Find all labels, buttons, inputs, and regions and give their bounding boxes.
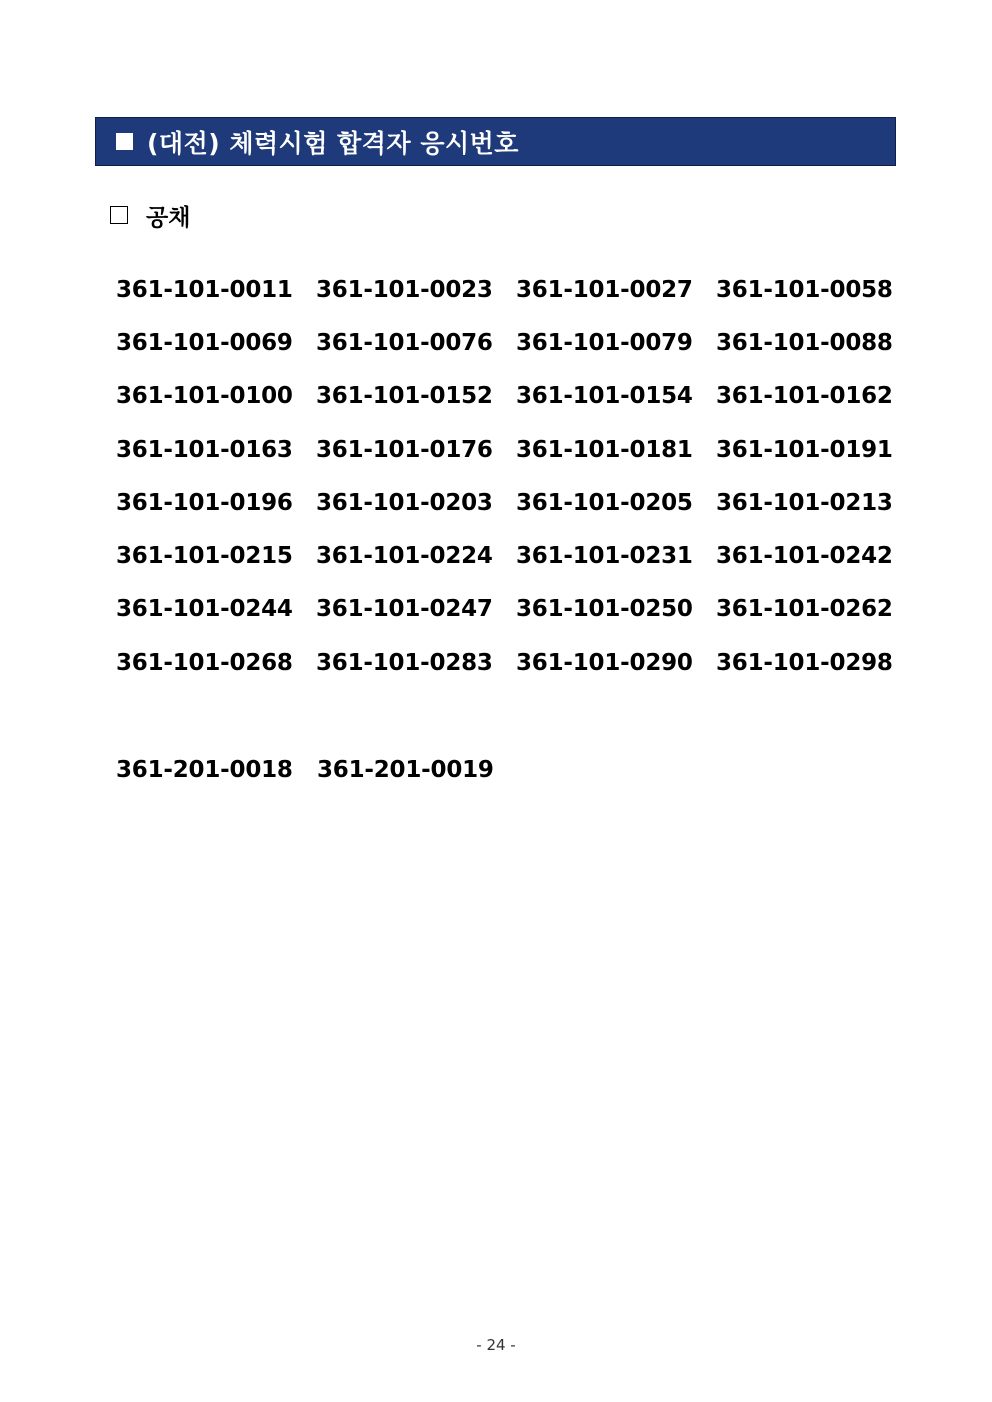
applicant-number: 361-101-0231 bbox=[516, 543, 693, 570]
applicant-number: 361-101-0244 bbox=[116, 596, 293, 623]
applicant-number: 361-101-0027 bbox=[516, 276, 693, 303]
applicant-number: 361-101-0268 bbox=[116, 649, 293, 676]
applicant-number: 361-101-0191 bbox=[716, 436, 893, 463]
number-row bbox=[116, 370, 916, 423]
empty-square-icon bbox=[110, 206, 128, 224]
applicant-number: 361-101-0247 bbox=[316, 596, 493, 623]
applicant-number: 361-101-0242 bbox=[716, 543, 893, 570]
applicant-number: 361-101-0088 bbox=[716, 329, 893, 356]
section-label: 공채 bbox=[146, 204, 191, 231]
page-title: (대전) 체력시험 합격자 응시번호 bbox=[147, 128, 519, 158]
applicant-number: 361-101-0213 bbox=[716, 489, 893, 516]
filled-square-icon bbox=[116, 133, 133, 150]
number-row bbox=[116, 743, 916, 796]
number-row bbox=[116, 423, 916, 476]
number-row bbox=[116, 263, 916, 316]
applicant-number: 361-101-0196 bbox=[116, 489, 293, 516]
applicant-number: 361-101-0224 bbox=[316, 543, 493, 570]
number-row bbox=[116, 583, 916, 636]
applicant-number: 361-101-0162 bbox=[716, 383, 893, 410]
applicant-number: 361-101-0215 bbox=[116, 543, 293, 570]
applicant-number: 361-101-0205 bbox=[516, 489, 693, 516]
applicant-number: 361-201-0018 bbox=[116, 756, 293, 783]
applicant-number: 361-101-0076 bbox=[316, 329, 493, 356]
applicant-number: 361-101-0181 bbox=[516, 436, 693, 463]
applicant-number: 361-101-0203 bbox=[316, 489, 493, 516]
section-heading bbox=[110, 199, 190, 231]
number-row bbox=[116, 636, 916, 689]
applicant-number: 361-101-0298 bbox=[716, 649, 893, 676]
applicant-number-grid bbox=[116, 263, 916, 689]
applicant-number: 361-201-0019 bbox=[317, 756, 494, 783]
number-row bbox=[116, 529, 916, 582]
applicant-number: 361-101-0250 bbox=[516, 596, 693, 623]
section-title-bar bbox=[95, 117, 896, 166]
number-row bbox=[116, 476, 916, 529]
applicant-number: 361-101-0079 bbox=[516, 329, 693, 356]
applicant-number: 361-101-0023 bbox=[316, 276, 493, 303]
applicant-number: 361-101-0176 bbox=[316, 436, 493, 463]
applicant-number-grid-2 bbox=[116, 743, 916, 796]
applicant-number: 361-101-0152 bbox=[316, 383, 493, 410]
applicant-number: 361-101-0058 bbox=[716, 276, 893, 303]
applicant-number: 361-101-0262 bbox=[716, 596, 893, 623]
page-number: - 24 - bbox=[476, 1336, 516, 1354]
number-row bbox=[116, 316, 916, 369]
applicant-number: 361-101-0069 bbox=[116, 329, 293, 356]
applicant-number: 361-101-0290 bbox=[516, 649, 693, 676]
applicant-number: 361-101-0154 bbox=[516, 383, 693, 410]
applicant-number: 361-101-0163 bbox=[116, 436, 293, 463]
applicant-number: 361-101-0100 bbox=[116, 383, 293, 410]
applicant-number: 361-101-0011 bbox=[116, 276, 293, 303]
applicant-number: 361-101-0283 bbox=[316, 649, 493, 676]
